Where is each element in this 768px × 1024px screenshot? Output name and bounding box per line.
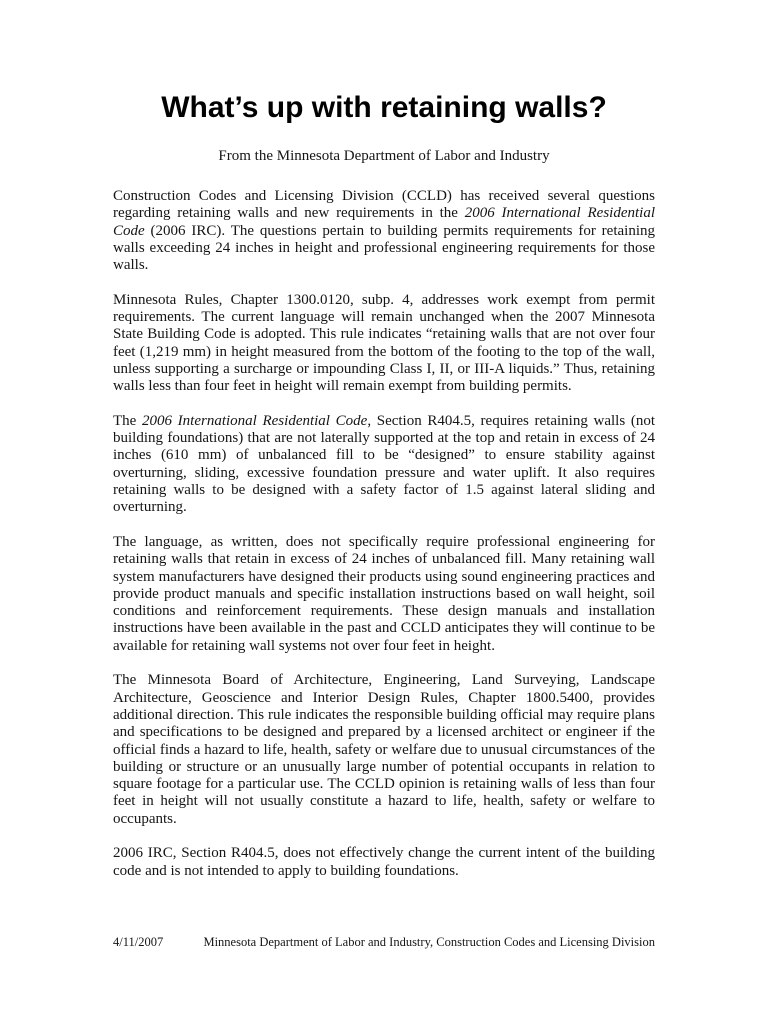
paragraph-text: The (113, 412, 142, 429)
paragraph-engineering-language (113, 534, 655, 655)
footer-source: Minnesota Department of Labor and Industry, Construction Codes and Licensing Division (203, 935, 655, 949)
paragraph-text: (2006 IRC). The questions pertain to building permits requirements for retaining walls exceeding 24 inches in height and professional engineering requirements for those walls. (113, 222, 655, 274)
paragraph-irc-section (113, 413, 655, 517)
document-body (113, 188, 655, 897)
document-title: What’s up with retaining walls? (161, 91, 607, 124)
document-subtitle: From the Minnesota Department of Labor and Industry (218, 148, 550, 164)
paragraph-board-rules (113, 672, 655, 828)
code-title-italic: 2006 International Residential Code (142, 412, 368, 429)
paragraph-text: , Section R404.5, requires retaining walls (not building foundations) that are not laterally supported at the top and retain in excess of 24 inches (610 mm) of unbalanced fill to be “designed” to ensure stability against overturning, sliding, excessive foundation pressure and water uplift. It also requires retaining walls to be designed with a safety factor of 1.5 against lateral sliding and overturning. (113, 412, 656, 516)
paragraph-minnesota-rules (113, 292, 655, 396)
footer-date: 4/11/2007 (113, 935, 164, 949)
paragraph-text: Construction Codes and Licensing Division (CCLD) has received several questions regarding retaining walls and new requirements in the (113, 188, 655, 222)
paragraph-text: The Minnesota Board of Architecture, Engineering, Land Surveying, Landscape Architecture, Geoscience and Interior Design Rules, Chapter 1800.5400, provides additional direction. This rule indicates the responsible building official may require plans and specifications to be designed and prepared by a licensed architect or engineer if the official finds a hazard to life, health, safety or welfare due to unusual circumstances of the building or structure or an unusually large number of potential occupants in relation to square footage for a particular use. The CCLD opinion is retaining walls of less than four feet in height will not usually constitute a hazard to life, health, safety or welfare to occupants. (113, 672, 655, 827)
code-title-italic: 2006 International Residential Code (113, 205, 655, 239)
paragraph-text: The language, as written, does not specifically require professional engineering for retaining walls that retain in excess of 24 inches of unbalanced fill. Many retaining wall system manufacturers have designed their products using sound engineering practices and provide product manuals and specific installation instructions based on wall height, soil conditions and reinforcement requirements. These design manuals and installation instructions have been available in the past and CCLD anticipates they will continue to be available for retaining wall systems not over four feet in height. (113, 533, 655, 654)
paragraph-conclusion (113, 845, 655, 880)
paragraph-text: 2006 IRC, Section R404.5, does not effectively change the current intent of the building code and is not intended to apply to building foundations. (113, 845, 655, 879)
page-footer (113, 935, 655, 949)
paragraph-text: Minnesota Rules, Chapter 1300.0120, subp. 4, addresses work exempt from permit requirements. The current language will remain unchanged when the 2007 Minnesota State Building Code is adopted. This rule indicates “retaining walls that are not over four feet (1,219 mm) in height measured from the bottom of the footing to the top of the wall, unless supporting a surcharge or impounding Class I, II, or III-A liquids.” Thus, retaining walls less than four feet in height will remain exempt from building permits. (113, 291, 655, 395)
paragraph-ccld-questions (113, 188, 655, 274)
